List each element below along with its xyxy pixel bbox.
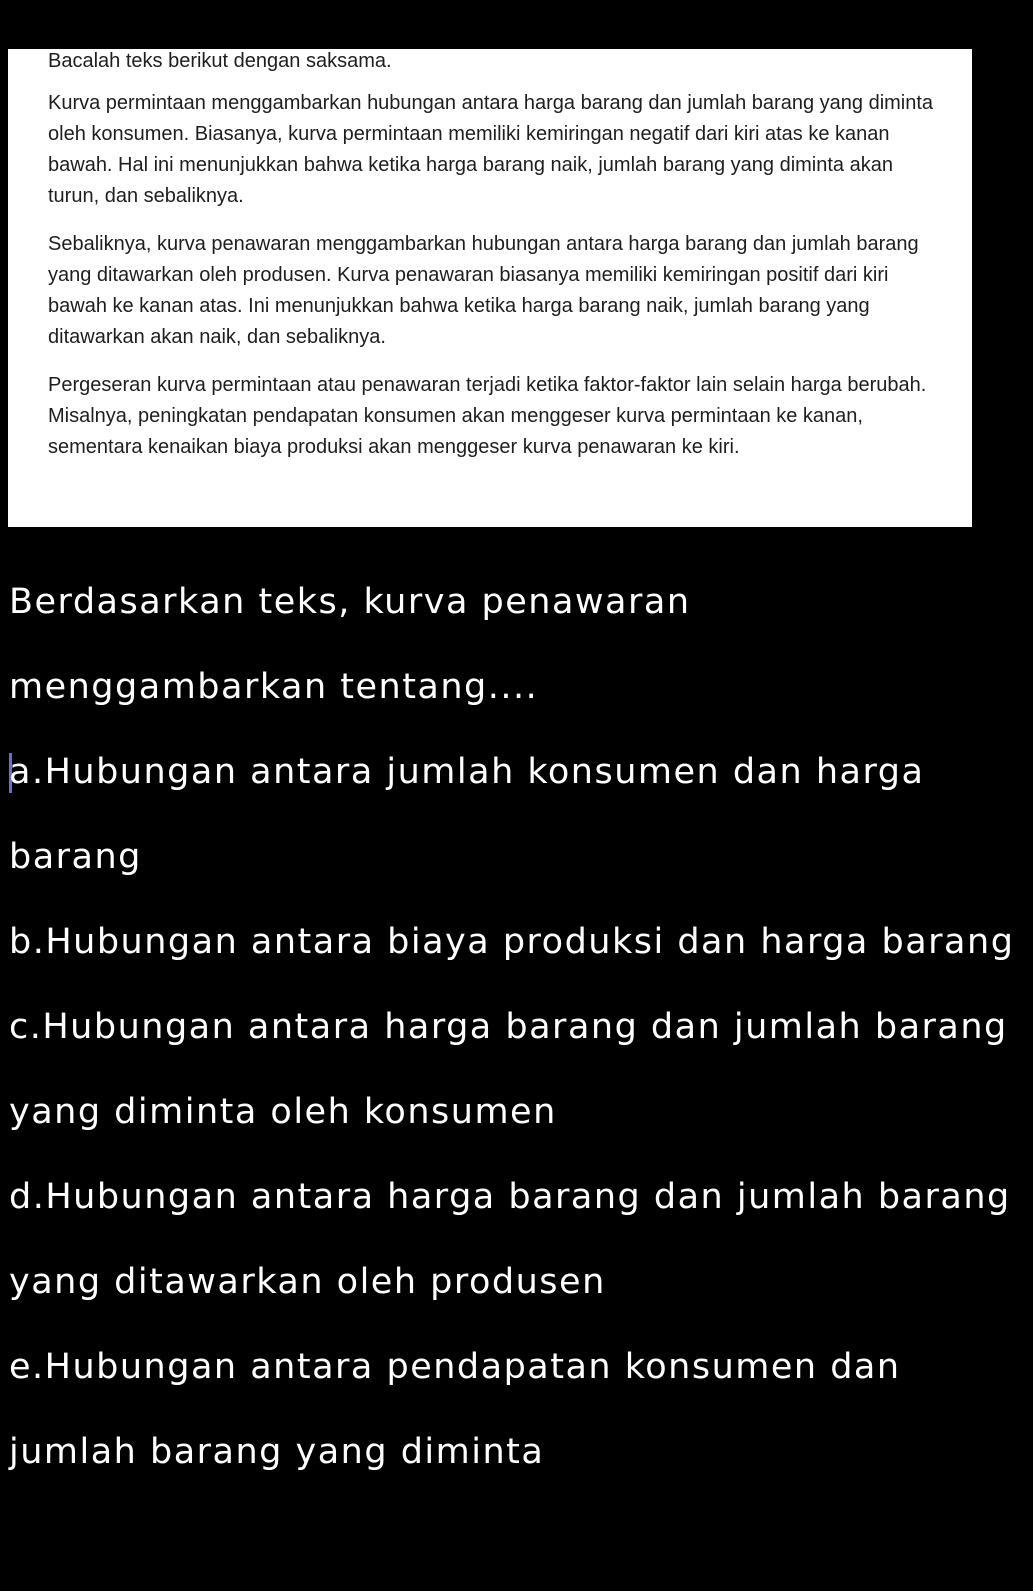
passage-paragraph-demand: Kurva permintaan menggambarkan hubungan antara harga barang dan jumlah barang yang diminta oleh konsumen. Biasanya, kurva permintaan memiliki kemiringan negatif dari kiri atas ke kanan bawah. Hal ini menunjukkan bahwa ketika harga barang naik, jumlah barang yang diminta akan turun, dan sebaliknya.	[48, 92, 934, 207]
answer-option-b[interactable]: b.Hubungan antara biaya produksi dan harga barang	[9, 922, 1015, 962]
answer-options	[9, 730, 1019, 1495]
answer-option-a[interactable]	[9, 730, 1019, 900]
reading-passage-card	[8, 49, 972, 527]
passage-instruction: Bacalah teks berikut dengan saksama.	[48, 50, 392, 72]
answer-option-e[interactable]: e.Hubungan antara pendapatan konsumen dan jumlah barang yang diminta	[9, 1347, 901, 1472]
question-area	[9, 560, 1019, 1495]
passage-paragraph-supply: Sebaliknya, kurva penawaran menggambarkan hubungan antara harga barang dan jumlah barang yang ditawarkan oleh produsen. Kurva penawaran biasanya memiliki kemiringan positif dari kiri bawah ke kanan atas. Ini menunjukkan bahwa ketika harga barang naik, jumlah barang yang ditawarkan akan naik, dan sebaliknya.	[48, 233, 919, 348]
answer-option-c[interactable]: c.Hubungan antara harga barang dan jumlah barang yang diminta oleh konsumen	[9, 1007, 1008, 1132]
answer-option-a-text: a.Hubungan antara jumlah konsumen dan harga barang	[9, 752, 925, 877]
question-stem: Berdasarkan teks, kurva penawaran menggambarkan tentang....	[9, 582, 691, 707]
answer-option-d[interactable]: d.Hubungan antara harga barang dan jumlah barang yang ditawarkan oleh produsen	[9, 1177, 1011, 1302]
passage-paragraph-shift: Pergeseran kurva permintaan atau penawaran terjadi ketika faktor-faktor lain selain harga berubah. Misalnya, peningkatan pendapatan konsumen akan menggeser kurva permintaan ke kanan, sementara kenaikan biaya produksi akan menggeser kurva penawaran ke kiri.	[48, 374, 927, 458]
